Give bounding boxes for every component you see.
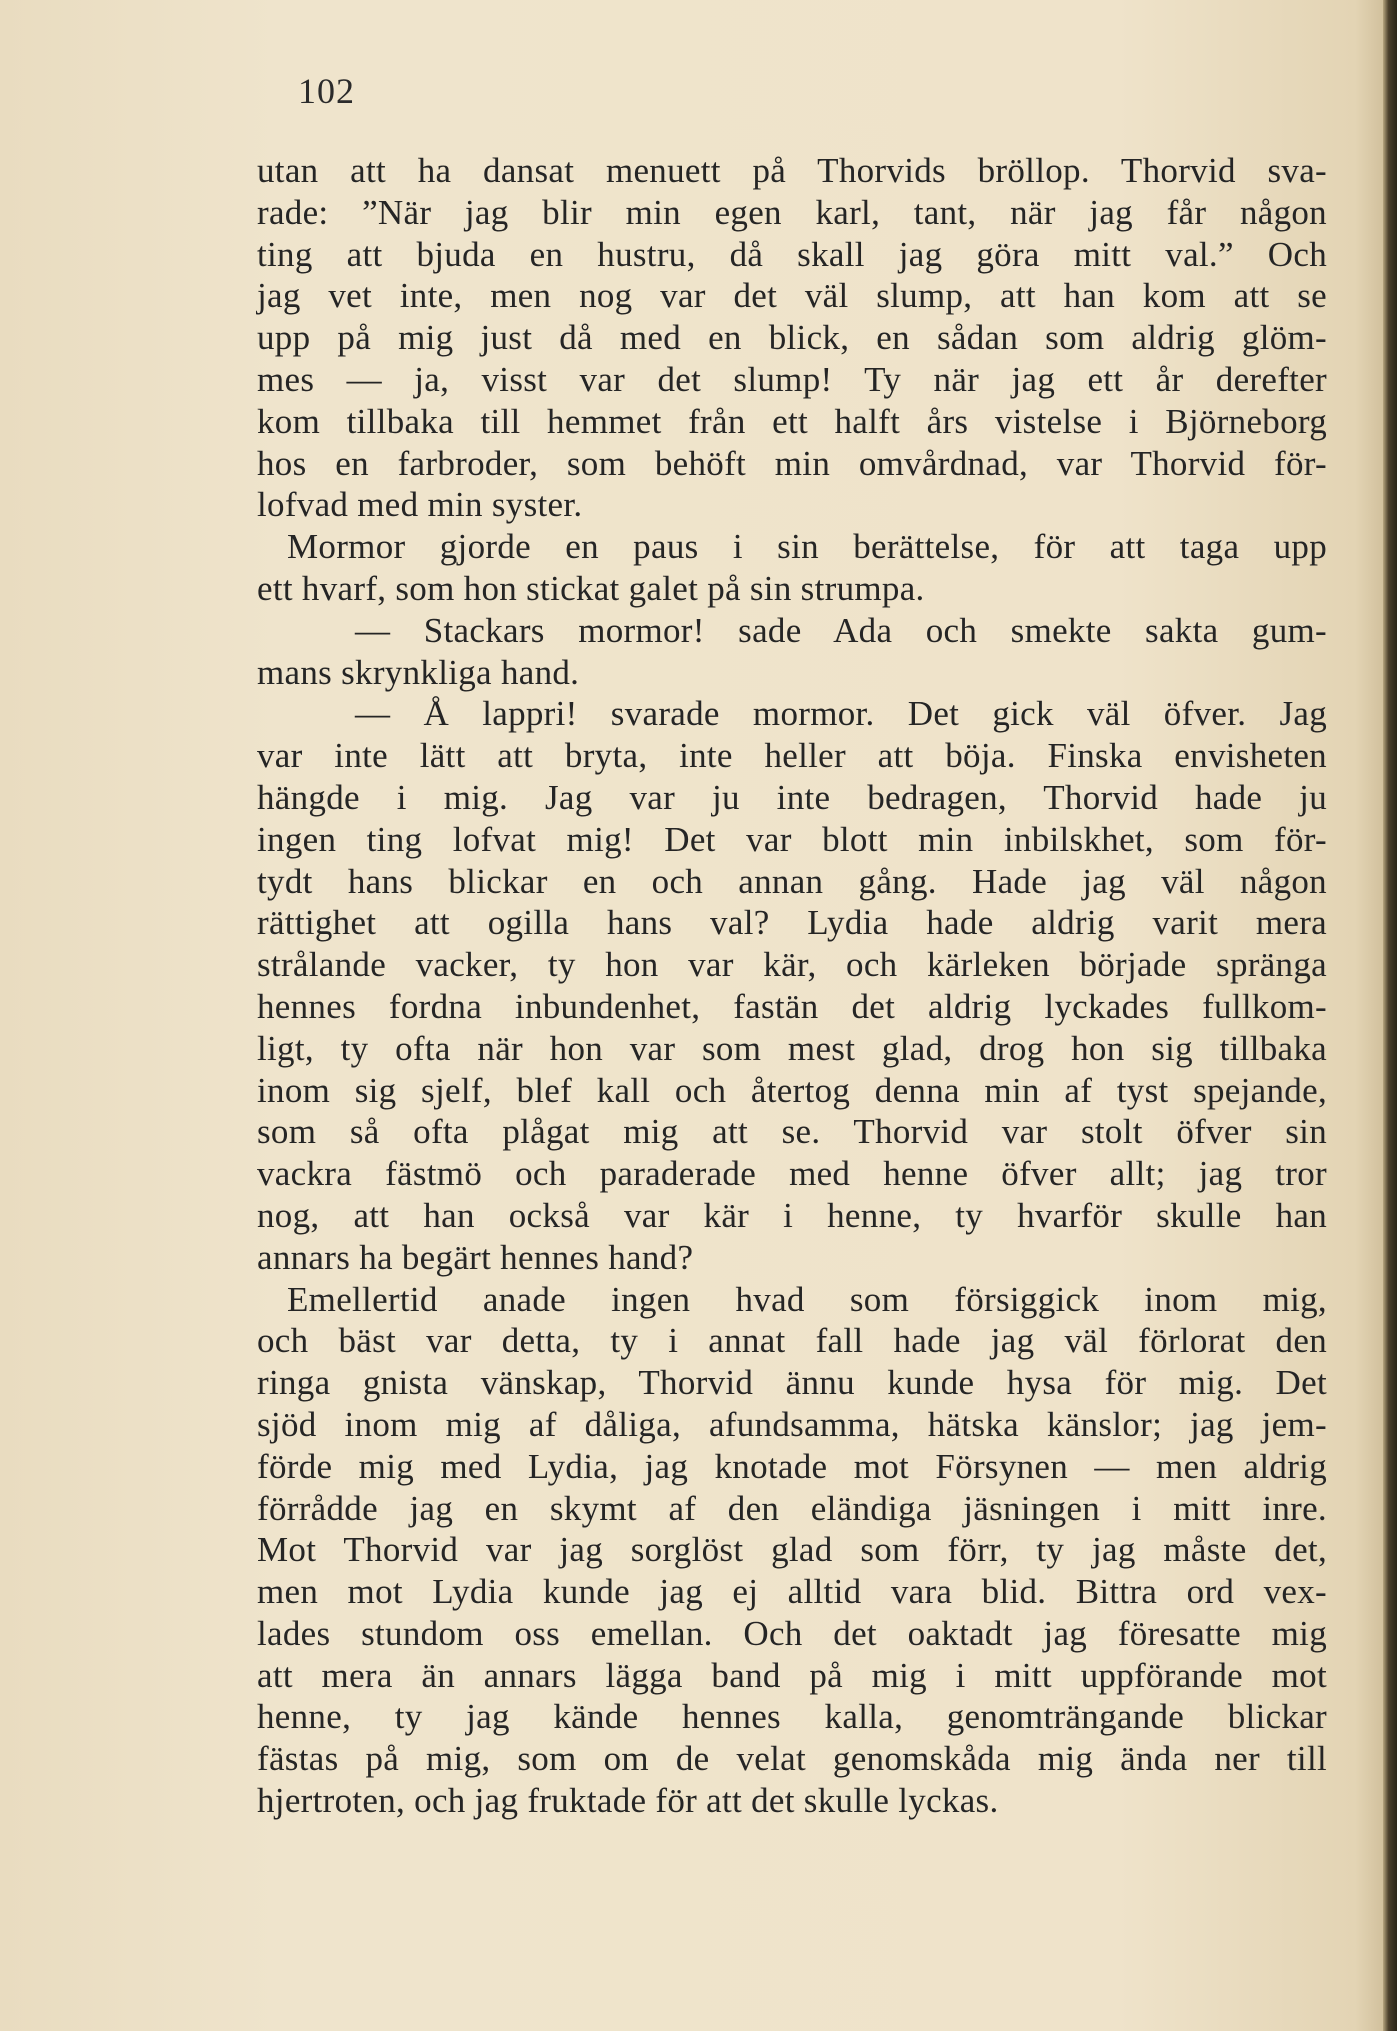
text-line: sjöd inom mig af dåliga, afundsamma, hätska känslor; jag jem- [257,1404,1327,1444]
text-line: förrådde jag en skymt af den eländiga jäsningen i mitt inre. [257,1488,1327,1528]
text-line: kom tillbaka till hemmet från ett halft års vistelse i Björneborg [257,401,1327,441]
text-line: var inte lätt att bryta, inte heller att böja. Finska envisheten [257,736,1327,776]
text-line: utan att ha dansat menuett på Thorvids bröllop. Thorvid sva- [257,151,1327,190]
text-line: strålande vacker, ty hon var kär, och kärleken började spränga [257,945,1327,985]
text-line: mes — ja, visst var det slump! Ty när jag ett år derefter [257,359,1327,399]
dialogue-start-line: — Stackars mormor! sade Ada och smekte sakta gum- [355,610,1327,650]
text-line: ligt, ty ofta när hon var som mest glad, drog hon sig tillbaka [257,1028,1327,1068]
text-line: nog, att han också var kär i henne, ty hvarför skulle han [257,1195,1327,1235]
text-line: som så ofta plågat mig att se. Thorvid var stolt öfver sin [257,1112,1327,1152]
text-line: hennes fordna inbundenhet, fastän det aldrig lyckades fullkom- [257,986,1327,1026]
text-line: ett hvarf, som hon stickat galet på sin strumpa. [257,568,925,608]
text-line: vackra fästmö och paraderade med henne öfver allt; jag tror [257,1154,1327,1194]
text-line: upp på mig just då med en blick, en sådan som aldrig glöm- [257,318,1327,358]
text-line: jag vet inte, men nog var det väl slump, att han kom att se [257,276,1327,316]
page-binding-edge [1383,0,1397,2031]
text-line: rättighet att ogilla hans val? Lydia hade aldrig varit mera [257,903,1327,943]
text-line: ingen ting lofvat mig! Det var blott min inbilskhet, som för- [257,819,1327,859]
text-line: lofvad med min syster. [257,485,583,525]
text-line: lades stundom oss emellan. Och det oaktadt jag föresatte mig [257,1613,1327,1653]
paragraph-start-line: Emellertid anade ingen hvad som försiggick inom mig, [287,1279,1327,1319]
text-line: och bäst var detta, ty i annat fall hade jag väl förlorat den [257,1321,1327,1361]
body-text [257,150,1327,1822]
text-line: hjertroten, och jag fruktade för att det skulle lyckas. [257,1781,999,1821]
text-line: Mot Thorvid var jag sorglöst glad som förr, ty jag måste det, [257,1530,1327,1570]
text-line: hängde i mig. Jag var ju inte bedragen, Thorvid hade ju [257,777,1327,817]
text-line: ringa gnista vänskap, Thorvid ännu kunde hysa för mig. Det [257,1363,1327,1403]
text-line: hos en farbroder, som behöft min omvårdnad, var Thorvid för- [257,443,1327,483]
dialogue-start-line: — Å lappri! svarade mormor. Det gick väl öfver. Jag [355,694,1327,734]
text-line: fästas på mig, som om de velat genomskåda mig ända ner till [257,1739,1327,1779]
text-line: henne, ty jag kände hennes kalla, genomträngande blickar [257,1697,1327,1737]
text-line: förde mig med Lydia, jag knotade mot Försynen — men aldrig [257,1446,1327,1486]
text-line: inom sig sjelf, blef kall och återtog denna min af tyst spejande, [257,1070,1327,1110]
text-line: men mot Lydia kunde jag ej alltid vara blid. Bittra ord vex- [257,1572,1327,1612]
text-line: mans skrynkliga hand. [257,652,580,692]
text-line: tydt hans blickar en och annan gång. Hade jag väl någon [257,861,1327,901]
page-number: 102 [298,71,355,111]
text-line: rade: ”När jag blir min egen karl, tant, när jag får någon [257,192,1327,232]
text-line: att mera än annars lägga band på mig i mitt uppförande mot [257,1655,1327,1695]
paragraph-start-line: Mormor gjorde en paus i sin berättelse, för att taga upp [287,527,1327,567]
text-line: annars ha begärt hennes hand? [257,1237,694,1277]
text-line: ting att bjuda en hustru, då skall jag göra mitt val.” Och [257,234,1327,274]
